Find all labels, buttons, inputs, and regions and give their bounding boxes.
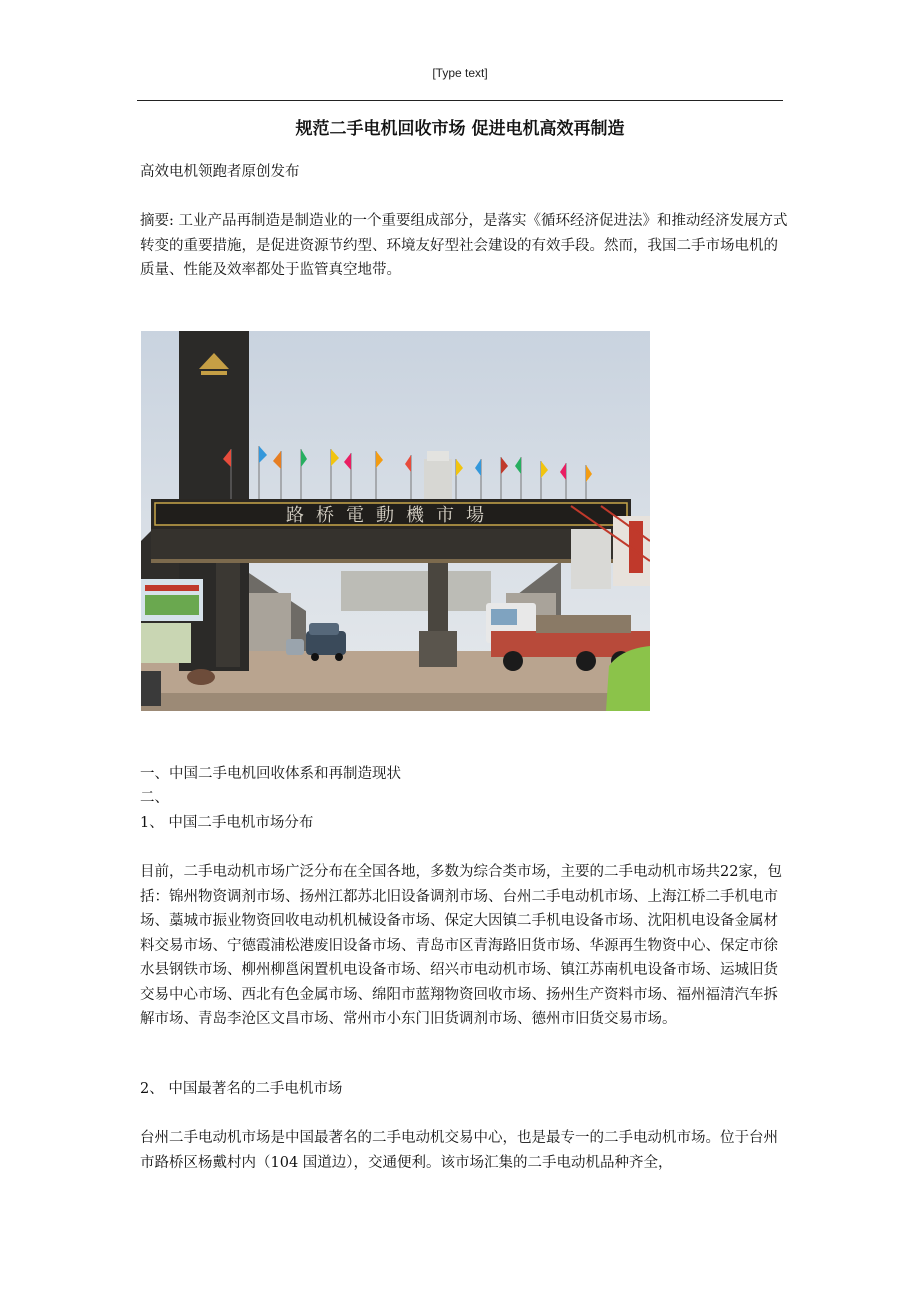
taizhou-market-paragraph: 台州二手电动机市场是中国最著名的二手电动机交易中心，也是最专一的二手电动机市场。位于台州市路桥区杨戴村内（104 国道边），交通便利。该市场汇集的二手电动机品种齐全， — [140, 1130, 778, 1171]
document-title: 规范二手电机回收市场 促进电机高效再制造 — [295, 119, 625, 139]
abstract-paragraph: 摘要: 工业产品再制造是制造业的一个重要组成部分，是落实《循环经济促进法》和推动经济发展方式转变的重要措施，是促进资源节约型、环境友好型社会建设的有效手段。然而，我国二手市场电机的质量、性能及效率都处于监管真空地带。 — [140, 213, 788, 278]
header-divider — [137, 100, 783, 101]
subsection-heading-1: 1、 中国二手电机市场分布 — [140, 815, 314, 831]
subsection-heading-2: 2、 中国最著名的二手电机市场 — [140, 1081, 343, 1097]
section-heading-1: 一、中国二手电机回收体系和再制造现状 — [140, 766, 401, 782]
section-heading-2: 二、 — [140, 790, 169, 806]
market-distribution-paragraph: 目前，二手电动机市场广泛分布在全国各地，多数为综合类市场，主要的二手电动机市场共22家，包括：锦州物资调剂市场、扬州江都苏北旧设备调剂市场、台州二手电动机市场、上海江桥二手机电市场、藁城市振业物资回收电动机机械设备市场、保定大因镇二手机电设备市场、沈阳机电设备金属材料交易市场、宁德霞浦松港废旧设备市场、青岛市区青海路旧货市场、华源再生物资中心、保定市徐水县钢铁市场、柳州柳邕闲置机电设备市场、绍兴市电动机市场、镇江苏南机电设备市场、运城旧货交易中心市场、西北有色金属市场、绵阳市蓝翔物资回收市场、扬州生产资料市场、福州福清汽车拆解市场、青岛李沧区文昌市场、常州市小东门旧货调剂市场、德州市旧货交易市场。 — [140, 864, 782, 1027]
market-gate-photo — [141, 331, 650, 711]
page-header-text: [Type text] — [432, 66, 488, 80]
byline: 高效电机领跑者原创发布 — [140, 164, 300, 180]
gate-sign-text: 路桥電動機市場 — [286, 505, 496, 526]
